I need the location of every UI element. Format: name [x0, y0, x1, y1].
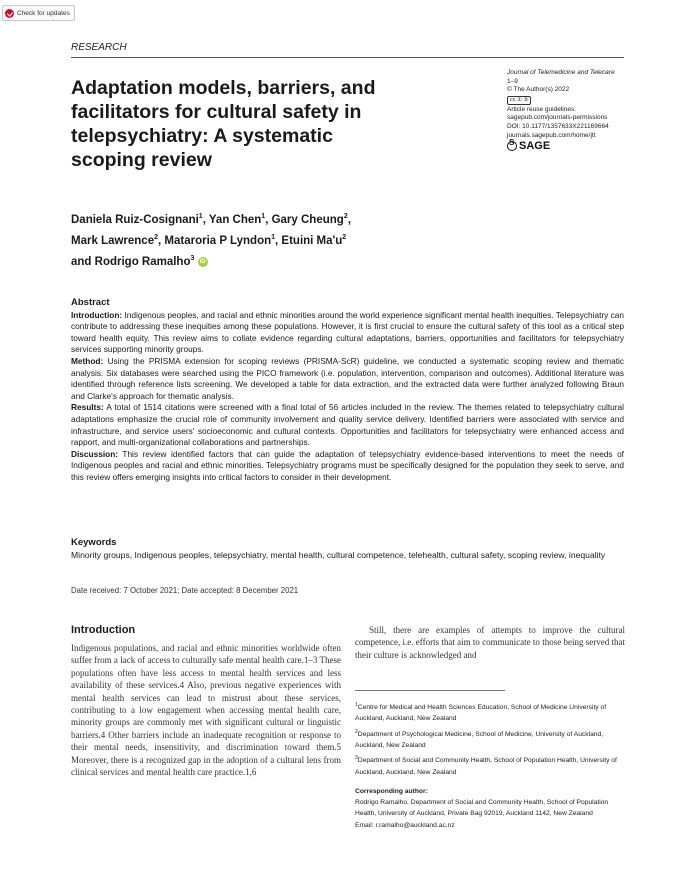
introduction-paragraph: Indigenous populations, and racial and ethnic minorities worldwide often suffer from a lack of access to culturally safe mental health care.1–3 These populations often have less access to mental health services and less availability of these services.4 Also, previous negative experiences with mental health services can lead to mistrust about these services, contributing to a low engagement when accessing mental health care, minority groups are commonly met with significant cultural or linguistic barriers.4 Other barriers include an inadequate recognition or response to their mental needs, insensitivity, and discrimination toward them.5 Moreover, there is a recognized gap in the adoption of a cultural lens from clinical services and mental health care practice.1,6	[71, 643, 341, 778]
author-name: and Rodrigo Ramalho	[71, 255, 191, 268]
introduction-heading: Introduction	[71, 624, 136, 636]
article-title: Adaptation models, barriers, and facilitators for cultural safety in telepsychiatry: A systematic scoping review	[71, 77, 376, 171]
abstract-discussion: Discussion: This review identified factors that can guide the adaptation of telepsychiatry evidence-based interventions to meet the needs of Indigenous peoples and racial and ethnic minorities. Telepsychiatry programs must be specifically designed for the population they seek to serve, and this review offers emerging insights into critical factors to consider in their development.	[71, 448, 624, 482]
keywords-text: Minority groups, Indigenous peoples, telepsychiatry, mental health, cultural competence, telehealth, cultural safety, scoping review, inequality	[71, 549, 606, 560]
reuse-link[interactable]: sagepub.com/journals-permissions	[507, 114, 608, 122]
abstract-method: Method: Using the PRISMA extension for scoping reviews (PRISMA-ScR) guideline, we conducted a systematic scoping review and thematic analysis. Six databases were searched using the PICO framework (i.e. population, intervention, comparison and outcomes). Additional literature was identified through reference lists screening. We developed a table for data extraction, and the extracted data were further analyzed following Braun and Clarke's approach for thematic analysis.	[71, 355, 624, 401]
author-affil-sup: 1	[271, 233, 276, 241]
sage-logo-text: SAGE	[519, 139, 551, 152]
author-name: Daniela Ruiz-Cosignani	[71, 213, 199, 226]
affiliation-3: $^3$Department of Social and Community Health, School of Population Health, University of Auckland, Auckland, New Zealand	[355, 755, 617, 776]
author-affil-sup: 1	[198, 213, 203, 220]
affiliation-1: $^1$Centre for Medical and Health Sciences Education, School of Medicine University of Auckland, Auckland, New Zealand	[355, 702, 607, 723]
sage-logo	[507, 141, 637, 151]
author-name: , Mataroria P Lyndon	[158, 234, 272, 247]
abstract-results: Results: A total of 1514 citations were screened with a final total of 56 articles included in the review. The themes related to telepsychiatry cultural adaptations emphasize the crucial role of community involvement and quality service delivery. Identified barriers were associated with service and infrastructure, and service users' socioeconomic and cultural contexts. Opportunities and facilitators for telepsychiatry were enhanced access and rapport, and multi-organizational collaborations and partnerships.	[71, 402, 624, 448]
abstract	[71, 297, 624, 484]
affiliations	[355, 700, 625, 831]
header-rule	[71, 57, 624, 58]
author-name: , Etuini Ma'u	[275, 234, 343, 247]
author-name: Mark Lawrence	[71, 234, 155, 247]
corresponding-author-email[interactable]: Email: r.ramalho@auckland.ac.nz	[355, 821, 455, 829]
author-affil-sup: 2	[154, 233, 159, 241]
author-affil-sup: 3	[190, 254, 195, 262]
author-name: , Gary Cheung	[265, 213, 344, 226]
keywords-heading: Keywords	[71, 537, 117, 548]
doi-link[interactable]: DOI: 10.1177/1357633X221169664	[507, 122, 609, 130]
check-updates-icon	[5, 9, 14, 18]
author-name: , Yan Chen	[202, 213, 262, 226]
abstract-introduction: Introduction: Indigenous peoples, and racial and ethnic minorities around the world experience significant mental health inequities. Telepsychiatry can contribute to addressing these inequities among these populations. However, it is first crucial to ensure the cultural safety of this tool as a critical step toward health equity. This review aims to collate evidence regarding cultural adaptations, barriers, opportunities and facilitators for telepsychiatry services supporting minority groups.	[71, 309, 624, 355]
journal-name: Journal of Telemedicine and Telecare	[507, 69, 615, 76]
reuse-label: Article reuse guidelines:	[507, 105, 577, 113]
journal-info	[507, 69, 637, 151]
received-dates: Date received: 7 October 2021; Date accepted: 8 December 2021	[71, 586, 299, 595]
journal-home-link[interactable]: journals.sagepub.com/home/jtt	[507, 131, 596, 139]
author-affil-sup: 2	[343, 213, 348, 220]
journal-copyright: © The Author(s) 2022	[507, 86, 570, 94]
author-affil-sup: 2	[342, 233, 347, 241]
sage-logo-icon	[507, 141, 517, 151]
section-label: RESEARCH	[71, 42, 127, 53]
corresponding-author-address: Rodrigo Ramalho, Department of Social and Community Health, School of Population Health, University of Auckland, Private Bag 92019, Auckland 1142, New Zealand	[355, 799, 609, 818]
orcid-icon[interactable]: iD	[199, 259, 206, 266]
body-paragraph: Still, there are examples of attempts to improve the cultural competence, i.e. efforts that aim to communicate to those being served that their culture is acknowledged and	[355, 625, 625, 660]
check-updates-label: Check for updates	[17, 9, 70, 17]
journal-pages: 1–9	[507, 77, 518, 85]
keywords	[71, 537, 624, 561]
footnote-rule	[355, 690, 505, 691]
affiliation-2: $^2$Department of Psychological Medicine, School of Medicine, University of Auckland, Auckland, New Zealand	[355, 728, 604, 750]
corresponding-author-heading: Corresponding author:	[355, 787, 428, 795]
cc-license-icon[interactable]: cc ① ⑤	[507, 96, 531, 105]
author-list: Daniela Ruiz-Cosignani$^1$, Yan Chen$^1$, Gary Cheung$^2$, Mark Lawrence$^2$, Mataroria P Lyndon$^1$, Etuini $Ma'u^2$ and Rodrigo Ramalho$^3$ iD	[71, 213, 351, 268]
abstract-heading: Abstract	[71, 297, 110, 308]
introduction-section	[71, 624, 341, 778]
author-affil-sup: 1	[261, 213, 266, 220]
check-for-updates-badge[interactable]	[2, 5, 75, 21]
